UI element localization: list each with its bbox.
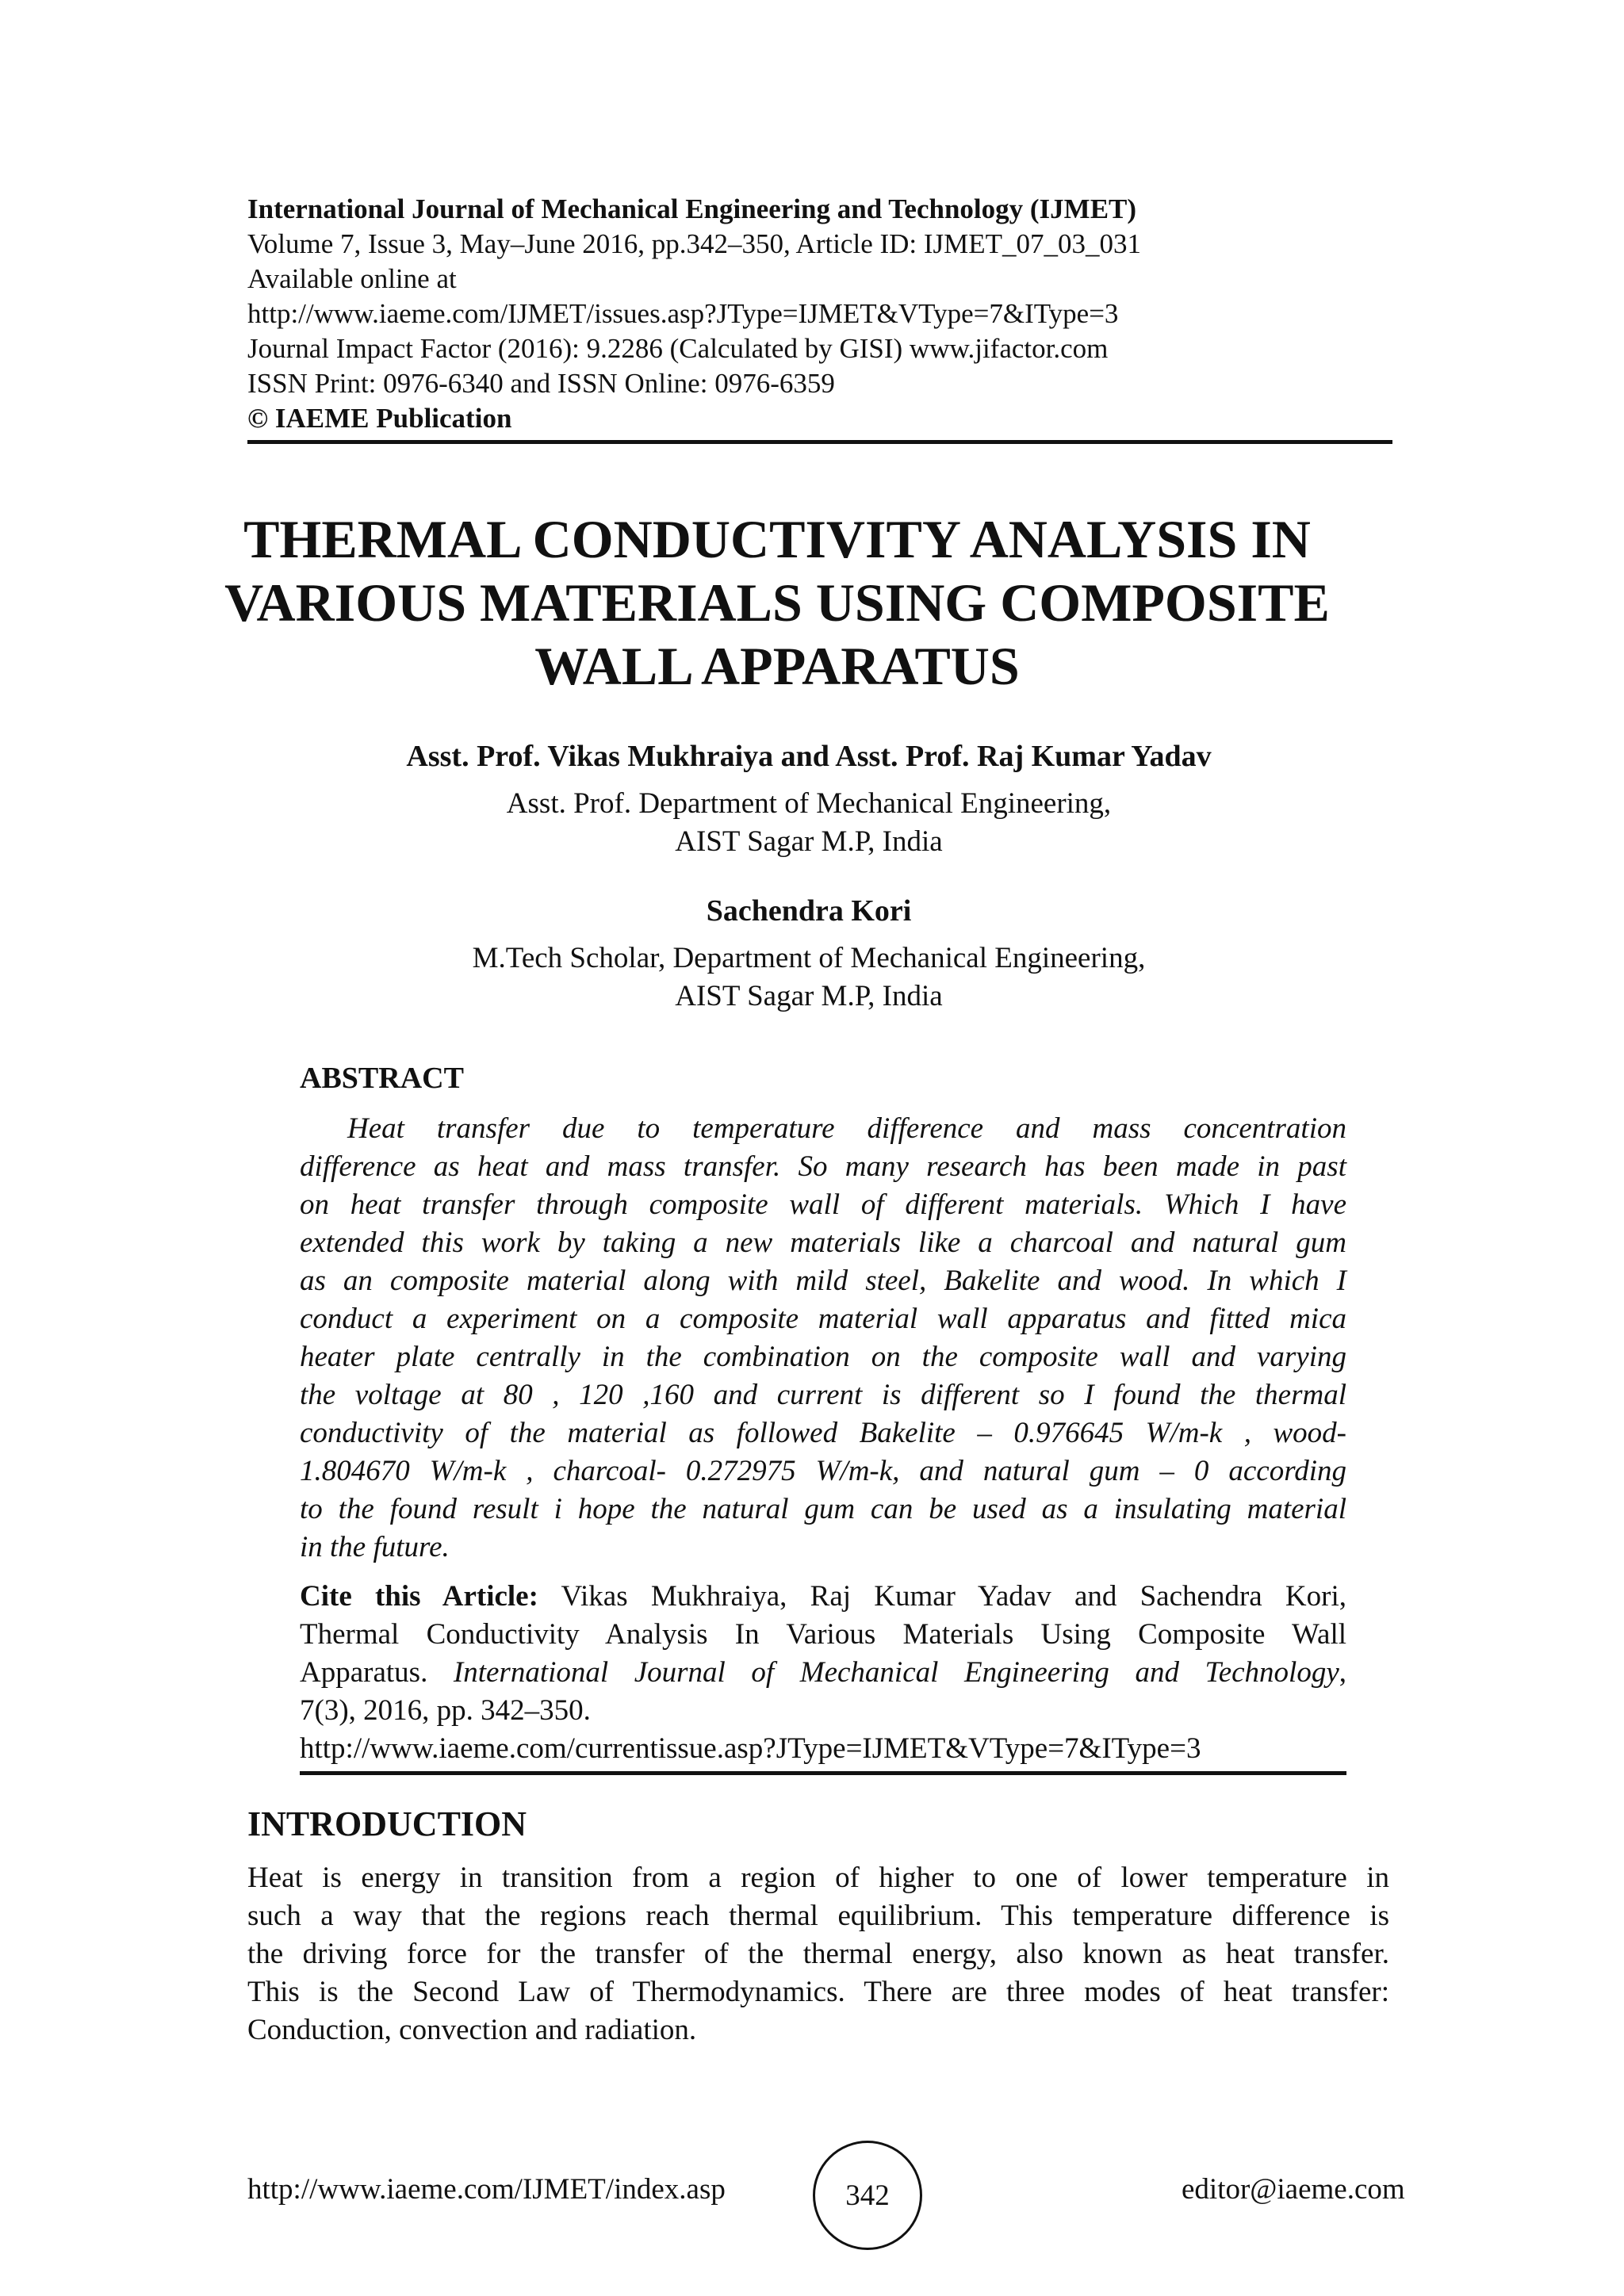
publisher: © IAEME Publication (247, 403, 512, 434)
cite-line-4: 7(3), 2016, pp. 342–350. (300, 1694, 591, 1727)
abstract-line: Heat transfer due to temperature difference and mass concentration (347, 1112, 1346, 1145)
abstract-line: the voltage at 80 , 120 ,160 and current is different so I found the thermal (300, 1379, 1346, 1411)
introduction-line: This is the Second Law of Thermodynamics. There are three modes of heat transfer: (247, 1976, 1389, 2008)
abstract-heading: ABSTRACT (300, 1062, 464, 1095)
journal-name: International Journal of Mechanical Engineering and Technology (IJMET) (247, 193, 1137, 224)
introduction-line: Heat is energy in transition from a region of higher to one of lower temperature in (247, 1862, 1389, 1894)
abstract-line: to the found result i hope the natural gum can be used as a insulating material (300, 1493, 1346, 1525)
author-name-2: Sachendra Kori (706, 894, 912, 928)
impact-factor: Journal Impact Factor (2016): 9.2286 (Calculated by GISI) www.jifactor.com (247, 333, 1109, 364)
issue-url-link[interactable]: http://www.iaeme.com/IJMET/issues.asp?JType=IJMET&VType=7&IType=3 (247, 298, 1119, 329)
cite-journal: International Journal of Mechanical Engineering and Technology (453, 1656, 1339, 1689)
author-names: Asst. Prof. Vikas Mukhraiya and Asst. Prof. Raj Kumar Yadav (406, 740, 1212, 773)
affiliation-1 (285, 785, 1332, 861)
footer-email-link[interactable]: editor@iaeme.com (1182, 2173, 1405, 2206)
abstract-line: extended this work by taking a new materials like a charcoal and natural gum (300, 1226, 1346, 1259)
affiliation-2 (285, 939, 1332, 1016)
abstract-line: in the future. (300, 1531, 450, 1563)
page-number (813, 2141, 922, 2250)
title-line-1: THERMAL CONDUCTIVITY ANALYSIS IN (243, 509, 1311, 569)
cite-url-link[interactable]: http://www.iaeme.com/currentissue.asp?JType=IJMET&VType=7&IType=3 (300, 1732, 1201, 1765)
page-number-label: 342 (845, 2179, 890, 2212)
affiliation-1-line-1: Asst. Prof. Department of Mechanical Engineering, (506, 787, 1112, 820)
journal-header (247, 192, 1397, 436)
header-divider (247, 440, 1392, 444)
introduction-line: the driving force for the transfer of the thermal energy, also known as heat transfer. (247, 1938, 1389, 1970)
introduction-body (247, 1859, 1389, 2049)
affiliation-2-line-1: M.Tech Scholar, Department of Mechanical Engineering, (472, 942, 1146, 974)
cite-label: Cite this Article: (300, 1580, 538, 1613)
cite-authors: Vikas Mukhraiya, Raj Kumar Yadav and Sachendra Kori, (561, 1580, 1346, 1613)
cite-line-1 (300, 1578, 1346, 1616)
cite-block (300, 1578, 1346, 1768)
title-line-3: WALL APPARATUS (534, 636, 1020, 696)
abstract-line: difference as heat and mass transfer. So many research has been made in past (300, 1150, 1346, 1183)
abstract-line: as an composite material along with mild steel, Bakelite and wood. In which I (300, 1265, 1346, 1297)
abstract-body (300, 1110, 1346, 1567)
introduction-line: Conduction, convection and radiation. (247, 2014, 697, 2046)
abstract-line: 1.804670 W/m-k , charcoal- 0.272975 W/m-k, and natural gum – 0 according (300, 1455, 1346, 1487)
paper-title (206, 507, 1348, 698)
introduction-line: such a way that the regions reach thermal equilibrium. This temperature difference is (247, 1900, 1389, 1932)
cite-comma: , (1339, 1656, 1346, 1689)
abstract-line: heater plate centrally in the combination on the composite wall and varying (300, 1341, 1346, 1373)
issn-info: ISSN Print: 0976-6340 and ISSN Online: 0976-6359 (247, 368, 835, 399)
abstract-line: on heat transfer through composite wall of different materials. Which I have (300, 1188, 1346, 1221)
cite-apparatus: Apparatus. (300, 1656, 428, 1689)
abstract-line: conductivity of the material as followed Bakelite – 0.976645 W/m-k , wood- (300, 1417, 1346, 1449)
abstract-line: conduct a experiment on a composite material wall apparatus and fitted mica (300, 1303, 1346, 1335)
affiliation-1-line-2: AIST Sagar M.P, India (675, 825, 943, 858)
footer-url-link[interactable]: http://www.iaeme.com/IJMET/index.asp (247, 2173, 726, 2206)
volume-info: Volume 7, Issue 3, May–June 2016, pp.342–350, Article ID: IJMET_07_03_031 (247, 228, 1142, 259)
available-online: Available online at (247, 263, 457, 294)
cite-divider (300, 1771, 1346, 1775)
cite-line-2: Thermal Conductivity Analysis In Various Materials Using Composite Wall (300, 1618, 1346, 1651)
cite-line-3 (300, 1654, 1346, 1692)
affiliation-2-line-2: AIST Sagar M.P, India (675, 980, 943, 1012)
introduction-heading: INTRODUCTION (247, 1804, 527, 1843)
title-line-2: VARIOUS MATERIALS USING COMPOSITE (224, 572, 1330, 633)
